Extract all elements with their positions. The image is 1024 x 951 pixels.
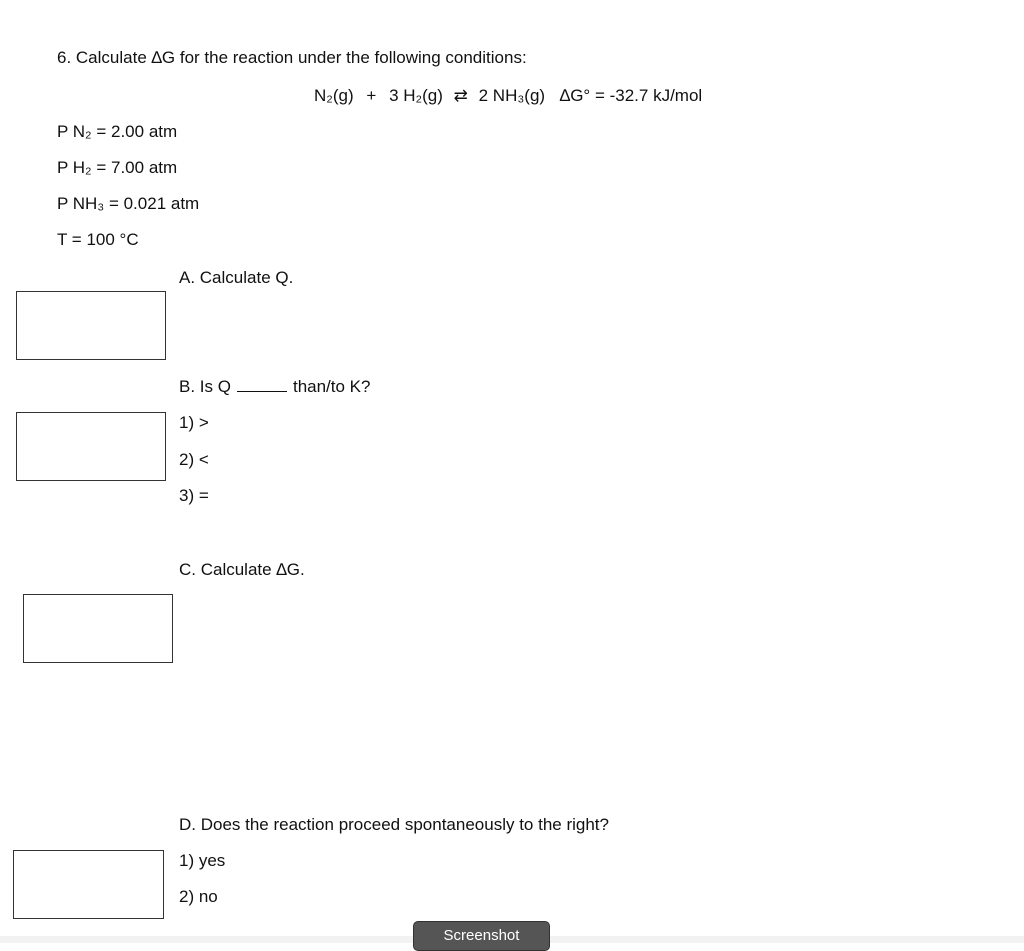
part-b-option-less: 2) < xyxy=(179,450,209,469)
part-b-option-greater: 1) > xyxy=(179,413,209,432)
delta-g-standard: ∆G° = -32.7 kJ/mol xyxy=(559,86,703,105)
condition-pn2: P N₂ = 2.00 atm xyxy=(57,122,178,141)
part-a-answer-input[interactable] xyxy=(16,291,166,360)
part-b-prompt-start: B. Is Q xyxy=(179,377,231,396)
part-b-prompt xyxy=(179,377,370,397)
equilibrium-arrow-icon: ⇄ xyxy=(453,86,468,105)
part-b-answer-input[interactable] xyxy=(16,412,166,481)
part-c-prompt: C. Calculate ∆G. xyxy=(179,560,305,579)
plus-sign: + xyxy=(366,86,377,105)
product-nh3: 2 NH₃(g) xyxy=(478,86,546,105)
part-a-prompt: A. Calculate Q. xyxy=(179,268,294,287)
part-b-blank xyxy=(237,377,287,392)
reactant-h2: 3 H₂(g) xyxy=(389,86,443,105)
part-d-prompt: D. Does the reaction proceed spontaneously to the right? xyxy=(179,815,609,834)
reaction-equation xyxy=(314,86,702,106)
condition-pnh3: P NH₃ = 0.021 atm xyxy=(57,194,200,213)
part-b-option-equal: 3) = xyxy=(179,486,209,505)
question-title: 6. Calculate ∆G for the reaction under the following conditions: xyxy=(57,48,527,67)
reactant-n2: N₂(g) xyxy=(314,86,354,105)
part-b-prompt-end: than/to K? xyxy=(292,377,371,396)
part-c-answer-input[interactable] xyxy=(23,594,173,663)
screenshot-button[interactable]: Screenshot xyxy=(413,921,550,951)
part-d-answer-input[interactable] xyxy=(13,850,164,919)
condition-temperature: T = 100 °C xyxy=(57,230,139,249)
part-d-option-no: 2) no xyxy=(179,887,218,906)
part-d-option-yes: 1) yes xyxy=(179,851,226,870)
condition-ph2: P H₂ = 7.00 atm xyxy=(57,158,178,177)
